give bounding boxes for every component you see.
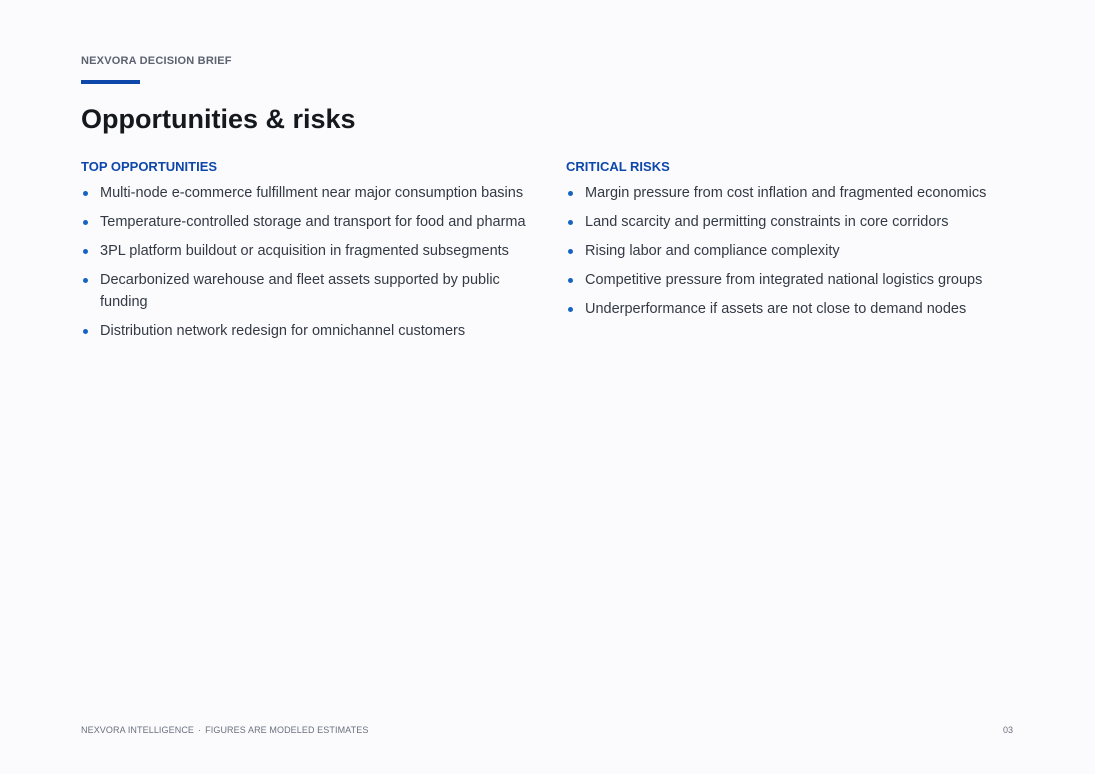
bullet-dot-icon xyxy=(83,249,88,254)
risk-item xyxy=(566,269,1016,291)
opportunity-text: Distribution network redesign for omnichannel customers xyxy=(100,323,466,339)
risk-item xyxy=(566,298,1016,320)
risks-list xyxy=(566,182,1016,320)
bullet-dot-icon xyxy=(568,278,573,283)
page-title: Opportunities & risks xyxy=(81,104,356,134)
footer-source: NEXVORA INTELLIGENCE xyxy=(81,725,195,735)
footer-note xyxy=(81,725,368,735)
risk-item xyxy=(566,182,1016,204)
bullet-dot-icon xyxy=(83,278,88,283)
opportunities-section xyxy=(81,158,531,349)
opportunities-heading: TOP OPPORTUNITIES xyxy=(81,159,218,174)
risks-heading: CRITICAL RISKS xyxy=(566,159,670,174)
opportunities-list xyxy=(81,182,531,342)
bullet-dot-icon xyxy=(568,249,573,254)
brief-label: NEXVORA DECISION BRIEF xyxy=(81,55,232,67)
risk-item xyxy=(566,240,1016,262)
risk-text: Rising labor and compliance complexity xyxy=(585,243,840,259)
bullet-dot-icon xyxy=(568,307,573,312)
risks-section xyxy=(566,158,1016,327)
opportunity-text: Temperature-controlled storage and transport for food and pharma xyxy=(100,214,526,230)
risk-text: Land scarcity and permitting constraints in core corridors xyxy=(585,214,949,230)
opportunity-item xyxy=(81,320,531,342)
opportunity-text: 3PL platform buildout or acquisition in fragmented subsegments xyxy=(100,243,509,259)
risk-item xyxy=(566,211,1016,233)
accent-rule xyxy=(81,80,140,84)
bullet-dot-icon xyxy=(83,329,88,334)
footer-disclaimer: FIGURES ARE MODELED ESTIMATES xyxy=(205,725,369,735)
page-number: 03 xyxy=(1003,725,1014,735)
risk-text: Margin pressure from cost inflation and fragmented economics xyxy=(585,185,987,201)
opportunity-text: Decarbonized warehouse and fleet assets supported by public funding xyxy=(100,272,500,310)
opportunity-item xyxy=(81,240,531,262)
risk-text: Underperformance if assets are not close to demand nodes xyxy=(585,301,967,317)
bullet-dot-icon xyxy=(568,191,573,196)
footer-separator: · xyxy=(198,725,202,735)
bullet-dot-icon xyxy=(83,191,88,196)
opportunity-item xyxy=(81,269,531,313)
opportunity-item xyxy=(81,182,531,204)
bullet-dot-icon xyxy=(568,220,573,225)
opportunity-item xyxy=(81,211,531,233)
bullet-dot-icon xyxy=(83,220,88,225)
risk-text: Competitive pressure from integrated national logistics groups xyxy=(585,272,983,288)
opportunity-text: Multi-node e-commerce fulfillment near major consumption basins xyxy=(100,185,524,201)
